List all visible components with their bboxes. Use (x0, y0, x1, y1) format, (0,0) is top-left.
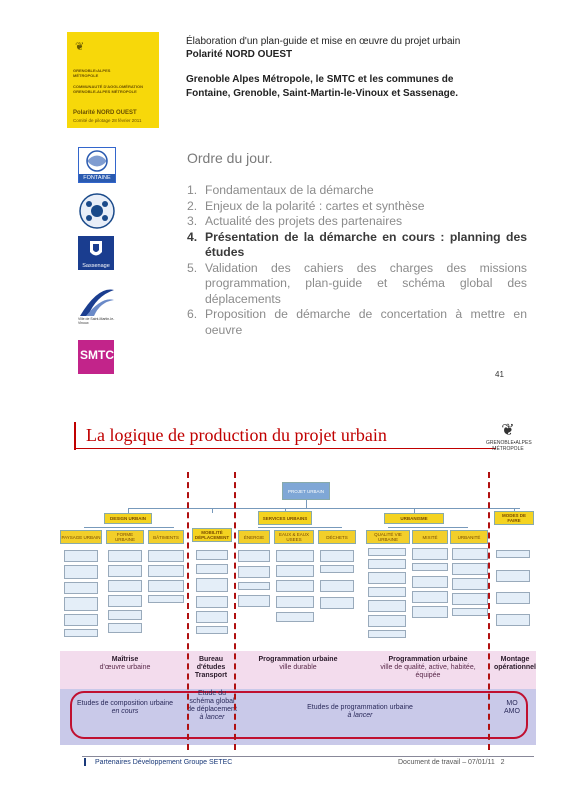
etude-text: Etudes de programmation urbaine (307, 704, 413, 711)
org-leaf (496, 570, 530, 582)
org-leaf (276, 580, 314, 592)
separator-dashed (187, 472, 189, 750)
saint-martin-logo (78, 286, 115, 325)
fontaine-emblem-icon (79, 148, 115, 174)
separator-dashed (488, 472, 490, 750)
agenda-text: Validation des cahiers des charges des missions programmation, plan-guide et schéma global des déplacements (205, 260, 527, 306)
org-leaf (276, 565, 314, 577)
org-leaf (368, 548, 406, 556)
org-leaf (238, 566, 270, 578)
org-leaf (452, 578, 488, 590)
agenda-num: 5. (187, 260, 198, 275)
org-leaf (64, 565, 98, 579)
org-leaf (452, 608, 488, 616)
logo-sub: MÉTROPOLE (492, 446, 524, 452)
org-leaf (64, 582, 98, 594)
org-leaf (148, 595, 184, 603)
org-leaf (108, 595, 142, 607)
org-leaf (238, 582, 270, 590)
logo-text: GRENOBLE•ALPES (486, 440, 532, 446)
slide1-page-number: 41 (495, 370, 504, 379)
agenda-item (187, 307, 527, 338)
slide2-title: La logique de production du projet urbain (86, 425, 387, 445)
agenda-num: 2. (187, 198, 198, 213)
agenda-item (187, 214, 527, 230)
fontaine-logo (78, 147, 116, 183)
org-leaf (368, 600, 406, 612)
org-leaf (108, 550, 142, 562)
grenoble-logo (78, 192, 114, 226)
agenda-item (187, 261, 527, 308)
org-leaf (108, 565, 142, 577)
metropole-logo-small (486, 420, 530, 452)
connector (388, 527, 468, 528)
band-label-montage (492, 656, 538, 672)
agenda-num: 1. (187, 183, 198, 197)
org-leaf (452, 563, 488, 575)
org-leaf (496, 614, 530, 626)
org-sub: URBANITÉ (450, 530, 488, 544)
org-root: PROJET URBAIN (282, 482, 330, 500)
footer-doc (398, 759, 505, 766)
org-main-urbanisme: URBANISME (384, 513, 444, 524)
org-leaf (196, 611, 228, 623)
badge-date: Comité de pilotage 28 février 2011 (73, 118, 142, 123)
band-sub: d'œuvre urbaine (99, 664, 151, 671)
org-leaf (368, 572, 406, 584)
metropole-logo-icon: ❦ (75, 41, 85, 53)
org-leaf (496, 550, 530, 558)
agenda-item-active (187, 230, 527, 261)
org-main-mobilite: MOBILITÉ DÉPLACEMENT (192, 528, 232, 542)
connector (84, 527, 174, 528)
title-accent-bar (74, 422, 76, 450)
badge-title: Polarité NORD OUEST (73, 110, 137, 116)
etude-status: en cours (111, 708, 139, 715)
org-leaf (238, 595, 270, 607)
footer-rule (82, 756, 534, 757)
org-leaf (412, 576, 448, 588)
agenda-item (187, 199, 527, 215)
org-leaf (64, 597, 98, 611)
footer-partner (84, 758, 232, 766)
band-title: Programmation urbaine (258, 656, 338, 663)
polarite-badge (67, 32, 159, 128)
agenda-text: Fondamentaux de la démarche (205, 183, 374, 197)
saint-martin-label: Ville de Saint-Martin-le-Vinoux (78, 317, 115, 325)
org-leaf (108, 580, 142, 592)
header-line3: Grenoble Alpes Métropole, le SMTC et les communes de (186, 74, 454, 85)
band-label-transport (190, 656, 232, 680)
org-leaf (320, 550, 354, 562)
fontaine-label: FONTAINE (79, 174, 115, 182)
org-leaf (148, 580, 184, 592)
band-title: Programmation urbaine (388, 656, 468, 663)
org-leaf (412, 548, 448, 560)
org-leaf (320, 580, 354, 592)
footer-partner-text: Partenaires Développement Groupe SETEC (95, 758, 233, 766)
band-sub: ville de qualité, active, habitée, équipée (380, 664, 476, 679)
org-leaf (238, 550, 270, 562)
agenda-text: Enjeux de la polarité : cartes et synthèse (205, 198, 425, 213)
header-line1: Élaboration d'un plan-guide et mise en œuvre du projet urbain (186, 36, 461, 47)
smtc-logo (78, 340, 114, 374)
org-leaf (496, 592, 530, 604)
org-leaf (196, 550, 228, 560)
band-title: Maîtrise (111, 656, 139, 663)
org-leaf (196, 578, 228, 592)
footer-page-number: 2 (500, 759, 505, 766)
etude-status: à lancer (199, 714, 225, 721)
agenda-num: 4. (187, 229, 198, 244)
org-leaf (64, 550, 98, 562)
org-leaf (452, 593, 488, 605)
etude-text: MO AMO (504, 700, 520, 715)
org-leaf (368, 559, 406, 569)
band-label-prog-qualite (370, 656, 486, 680)
metropole-mark-icon: ❦ (501, 422, 515, 439)
org-leaf (276, 612, 314, 622)
separator-dashed (234, 472, 236, 750)
org-leaf (368, 615, 406, 627)
agenda-item (187, 183, 527, 199)
connector (212, 508, 213, 513)
org-leaf (148, 550, 184, 562)
org-sub: EAUX & EAUX USEES (274, 530, 314, 544)
connector (258, 527, 342, 528)
org-leaf (148, 565, 184, 577)
agenda-text: Actualité des projets des partenaires (205, 214, 403, 228)
title-underline (76, 448, 496, 449)
org-leaf (196, 596, 228, 608)
org-leaf (276, 550, 314, 562)
org-leaf (368, 630, 406, 638)
org-sub: PAYSAGE URBAIN (60, 530, 102, 544)
etude-text: Etudes de composition urbaine (76, 700, 174, 707)
band-label-prog-durable (238, 656, 358, 672)
band-title: Bureau d'études Transport (194, 656, 228, 679)
org-sub: FORME URBAINE (106, 530, 144, 544)
org-leaf (276, 596, 314, 608)
etude-composition (76, 700, 174, 716)
org-sub: DÉCHETS (318, 530, 356, 544)
etude-status: à lancer (347, 712, 373, 719)
org-sub: MIXITÉ (412, 530, 448, 544)
org-main-design: DESIGN URBAIN (104, 513, 152, 524)
agenda-text: Proposition de démarche de concertation à mettre en oeuvre (205, 307, 527, 337)
org-leaf (412, 606, 448, 618)
org-main-services: SERVICES URBAINS (258, 511, 312, 525)
badge-logo-sub: MÉTROPOLE (73, 73, 99, 78)
badge-org-line1: COMMUNAUTÉ D'AGGLOMÉRATION (73, 84, 143, 89)
org-leaf (320, 565, 354, 573)
org-leaf (108, 623, 142, 633)
etude-deplacement (186, 690, 238, 722)
badge-logo-text: GRENOBLE•ALPES (73, 68, 111, 73)
org-leaf (412, 563, 448, 571)
agenda-list (187, 183, 527, 338)
header-line2: Polarité NORD OUEST (186, 49, 293, 60)
band-sub: ville durable (279, 664, 317, 671)
org-sub: BÂTIMENTS (148, 530, 184, 544)
org-leaf (64, 629, 98, 637)
org-sub: QUALITÉ VIE URBAINE (366, 530, 410, 544)
org-leaf (196, 626, 228, 634)
sassenage-logo (78, 236, 114, 270)
org-leaf (412, 591, 448, 603)
agenda-text: Présentation de la démarche en cours : planning des études (205, 229, 527, 259)
org-main-modes: MODES DE FAIRE (494, 511, 534, 525)
grenoble-seal-icon (78, 192, 116, 230)
org-leaf (108, 610, 142, 620)
etude-text: Etude du schéma global de déplacement (187, 690, 237, 713)
agenda-num: 3. (187, 214, 198, 228)
band-label-moe (66, 656, 184, 672)
org-leaf (452, 548, 488, 560)
etude-mo-amo (500, 700, 524, 716)
agenda-heading: Ordre du jour. (187, 150, 273, 166)
footer-doc-text: Document de travail – 07/01/11 (398, 759, 495, 766)
etude-programmation (280, 704, 440, 720)
sassenage-label: Sassenage (82, 263, 110, 269)
connector (306, 500, 307, 508)
org-leaf (196, 564, 228, 574)
org-leaf (368, 587, 406, 597)
agenda-num: 6. (187, 307, 198, 321)
header-line4: Fontaine, Grenoble, Saint-Martin-le-Vinoux et Sassenage. (186, 88, 459, 99)
sassenage-crest-icon (78, 236, 114, 262)
org-sub: ÉNERGIE (238, 530, 270, 544)
org-leaf (64, 614, 98, 626)
badge-org-line2: GRENOBLE-ALPES MÉTROPOLE (73, 89, 137, 94)
org-leaf (320, 597, 354, 609)
smtc-label: SMTC (80, 348, 114, 362)
band-title: Montage opérationnel (493, 656, 536, 671)
partner-logo-icon (84, 758, 92, 766)
